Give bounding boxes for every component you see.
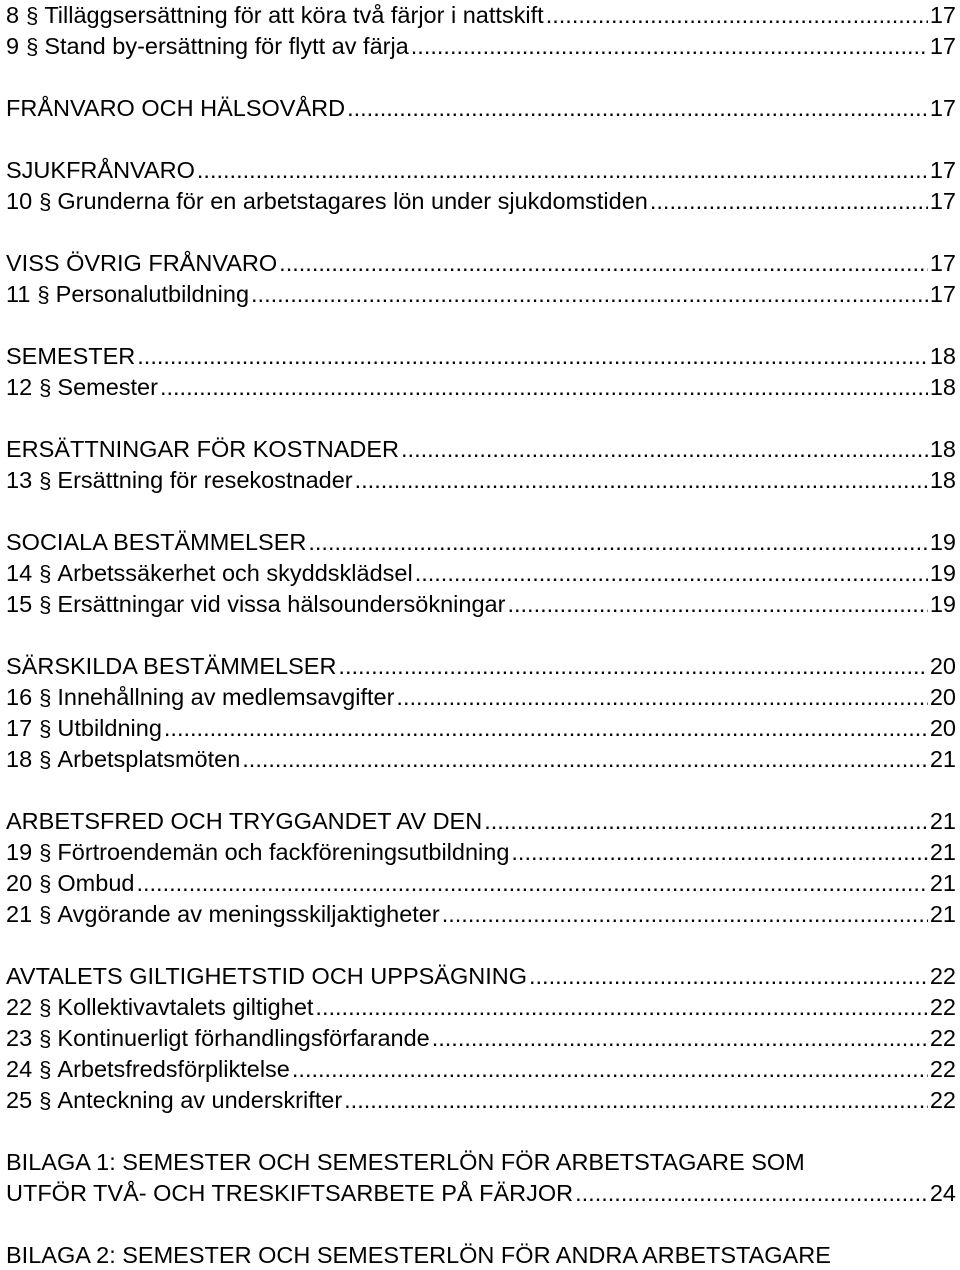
toc-entry-title: Anteckning av underskrifter — [57, 1087, 343, 1113]
section-symbol-icon: § — [39, 840, 52, 865]
page-number: 21 — [929, 808, 956, 834]
dot-leader — [396, 682, 927, 712]
toc-entry-title: Grunderna för en arbetstagares lön under sjukdomstiden — [57, 188, 648, 214]
appendix-1-title-line-2: UTFÖR TVÅ- OCH TRESKIFTSARBETE PÅ FÄRJOR — [6, 1180, 574, 1206]
toc-entry[interactable] — [6, 31, 956, 62]
dot-leader — [344, 1085, 928, 1115]
toc-entry-title: SOCIALA BESTÄMMELSER — [6, 529, 307, 555]
dot-leader — [484, 806, 928, 836]
page-number: 18 — [929, 467, 956, 493]
dot-leader — [415, 558, 928, 588]
toc-entry[interactable] — [6, 837, 956, 868]
dot-leader — [160, 372, 928, 402]
dot-leader — [136, 868, 927, 898]
section-symbol-icon: § — [39, 592, 52, 617]
dot-leader — [546, 0, 928, 30]
page-number: 19 — [929, 560, 956, 586]
section-symbol-icon: § — [39, 1057, 52, 1082]
dot-leader — [338, 651, 927, 681]
page-number: 17 — [929, 250, 956, 276]
toc-entry-title: Stand by-ersättning för flytt av färja — [44, 33, 409, 59]
page-number: 17 — [929, 2, 956, 28]
toc-entry-title: Avgörande av meningsskiljaktigheter — [57, 901, 440, 927]
toc-entry[interactable] — [6, 1023, 956, 1054]
page-number: 19 — [929, 529, 956, 555]
page-number: 24 — [929, 1180, 956, 1206]
section-symbol-icon: § — [39, 995, 52, 1020]
toc-entry[interactable] — [6, 806, 956, 836]
section-symbol-icon: § — [39, 189, 52, 214]
toc-entry[interactable] — [6, 651, 956, 681]
section-number: 14 — [6, 560, 33, 586]
dot-leader — [650, 186, 928, 216]
dot-leader — [575, 1178, 928, 1208]
dot-leader — [164, 713, 928, 743]
toc-entry-title: Ombud — [57, 870, 135, 896]
page-number: 22 — [929, 994, 956, 1020]
page-number: 18 — [929, 343, 956, 369]
dot-leader — [529, 961, 928, 991]
section-number: 22 — [6, 994, 33, 1020]
toc-entry[interactable] — [6, 682, 956, 713]
section-number: 17 — [6, 715, 33, 741]
toc-entry[interactable] — [6, 527, 956, 557]
page-number: 20 — [929, 684, 956, 710]
toc-entry-title: Ersättningar vid vissa hälsoundersökningar — [57, 591, 506, 617]
page-number: 17 — [929, 95, 956, 121]
toc-entry-title: ARBETSFRED OCH TRYGGANDET AV DEN — [6, 808, 483, 834]
section-number: 10 — [6, 188, 33, 214]
section-symbol-icon: § — [39, 716, 52, 741]
dot-leader — [355, 465, 928, 495]
toc-entry[interactable] — [6, 961, 956, 991]
toc-entry[interactable] — [6, 558, 956, 589]
section-symbol-icon: § — [37, 282, 50, 307]
toc-entry[interactable] — [6, 372, 956, 403]
toc-entry-title: SJUKFRÅNVARO — [6, 157, 195, 183]
toc-entry[interactable] — [6, 93, 956, 123]
toc-entry-title: Kollektivavtalets giltighet — [57, 994, 314, 1020]
toc-entry[interactable] — [6, 1085, 956, 1116]
toc-entry[interactable] — [6, 868, 956, 899]
toc-entry-title: Förtroendemän och fackföreningsutbildning — [57, 839, 510, 865]
dot-leader — [308, 527, 927, 557]
dot-leader — [411, 31, 928, 61]
toc-entry-title: SEMESTER — [6, 343, 136, 369]
section-symbol-icon: § — [39, 561, 52, 586]
dot-leader — [242, 744, 928, 774]
dot-leader — [347, 93, 928, 123]
toc-entry-title: Semester — [57, 374, 158, 400]
dot-leader — [251, 279, 928, 309]
toc-entry[interactable] — [6, 465, 956, 496]
section-number: 15 — [6, 591, 33, 617]
toc-entry-title: SÄRSKILDA BESTÄMMELSER — [6, 653, 337, 679]
toc-entry-title: Kontinuerligt förhandlingsförfarande — [57, 1025, 430, 1051]
section-number: 23 — [6, 1025, 33, 1051]
page-number: 17 — [929, 33, 956, 59]
section-symbol-icon: § — [39, 871, 52, 896]
page-number: 18 — [929, 374, 956, 400]
toc-entry-title: ERSÄTTNINGAR FÖR KOSTNADER — [6, 436, 400, 462]
section-symbol-icon: § — [26, 3, 39, 28]
toc-entry-title: Arbetssäkerhet och skyddsklädsel — [57, 560, 413, 586]
section-number: 20 — [6, 870, 33, 896]
section-number: 11 — [6, 281, 31, 307]
toc-entry-title: Innehållning av medlemsavgifter — [57, 684, 395, 710]
toc-entry[interactable] — [6, 744, 956, 775]
toc-entry-title: Utbildning — [57, 715, 162, 741]
toc-entry[interactable] — [6, 248, 956, 278]
toc-entry-title: Tilläggsersättning för att köra två färjor i nattskift — [44, 2, 544, 28]
dot-leader — [279, 248, 928, 278]
section-number: 9 — [6, 33, 20, 59]
dot-leader — [507, 589, 927, 619]
section-number: 13 — [6, 467, 33, 493]
page-number: 21 — [929, 839, 956, 865]
section-symbol-icon: § — [39, 375, 52, 400]
page-number: 17 — [929, 157, 956, 183]
dot-leader — [432, 1023, 928, 1053]
dot-leader — [137, 341, 928, 371]
toc-entry-title: Arbetsfredsförpliktelse — [57, 1056, 290, 1082]
section-number: 16 — [6, 684, 33, 710]
dot-leader — [442, 899, 928, 929]
page-number: 21 — [929, 746, 956, 772]
page-number: 17 — [929, 281, 956, 307]
toc-entry-title: Personalutbildning — [55, 281, 250, 307]
section-number: 21 — [6, 901, 33, 927]
toc-entry[interactable] — [6, 1054, 956, 1085]
section-symbol-icon: § — [39, 1088, 52, 1113]
toc-entry-title: FRÅNVARO OCH HÄLSOVÅRD — [6, 95, 346, 121]
dot-leader — [292, 1054, 928, 1084]
page-number: 21 — [929, 901, 956, 927]
page-number: 20 — [929, 715, 956, 741]
page-number: 22 — [929, 1056, 956, 1082]
toc-entry[interactable] — [6, 434, 956, 464]
dot-leader — [197, 155, 928, 185]
section-symbol-icon: § — [39, 468, 52, 493]
page-number: 22 — [929, 1087, 956, 1113]
toc-entry-title: AVTALETS GILTIGHETSTID OCH UPPSÄGNING — [6, 963, 527, 989]
toc-entry[interactable] — [6, 279, 956, 310]
dot-leader — [511, 837, 927, 867]
toc-entry[interactable] — [6, 341, 956, 371]
section-number: 19 — [6, 839, 33, 865]
section-symbol-icon: § — [26, 34, 39, 59]
page-number: 21 — [929, 870, 956, 896]
toc-entry-title: Ersättning för resekostnader — [57, 467, 353, 493]
toc-entry[interactable] — [6, 589, 956, 620]
section-number: 24 — [6, 1056, 33, 1082]
section-number: 12 — [6, 374, 33, 400]
dot-leader — [315, 992, 927, 1022]
dot-leader — [401, 434, 928, 464]
section-symbol-icon: § — [39, 1026, 52, 1051]
page-number: 18 — [929, 436, 956, 462]
toc-entry[interactable] — [6, 899, 956, 930]
page-number: 20 — [929, 653, 956, 679]
toc-entry-title: Arbetsplatsmöten — [57, 746, 241, 772]
appendix-2-title-line-1: BILAGA 2: SEMESTER OCH SEMESTERLÖN FÖR ANDRA ARBETSTAGARE — [6, 1242, 831, 1268]
section-number: 25 — [6, 1087, 33, 1113]
section-symbol-icon: § — [39, 747, 52, 772]
toc-entry[interactable] — [6, 186, 956, 217]
toc-entry-title: VISS ÖVRIG FRÅNVARO — [6, 250, 278, 276]
section-number: 8 — [6, 2, 20, 28]
page-number: 17 — [929, 188, 956, 214]
page-number: 19 — [929, 591, 956, 617]
toc-entry[interactable] — [6, 992, 956, 1023]
toc-entry[interactable] — [6, 0, 956, 31]
toc-entry[interactable] — [6, 713, 956, 744]
toc-entry[interactable] — [6, 155, 956, 185]
page-number: 22 — [929, 1025, 956, 1051]
section-number: 18 — [6, 746, 33, 772]
section-symbol-icon: § — [39, 902, 52, 927]
appendix-1-title-line-1: BILAGA 1: SEMESTER OCH SEMESTERLÖN FÖR ARBETSTAGARE SOM — [6, 1149, 805, 1175]
appendix-1-entry[interactable] — [6, 1178, 956, 1208]
section-symbol-icon: § — [39, 685, 52, 710]
page-number: 22 — [929, 963, 956, 989]
